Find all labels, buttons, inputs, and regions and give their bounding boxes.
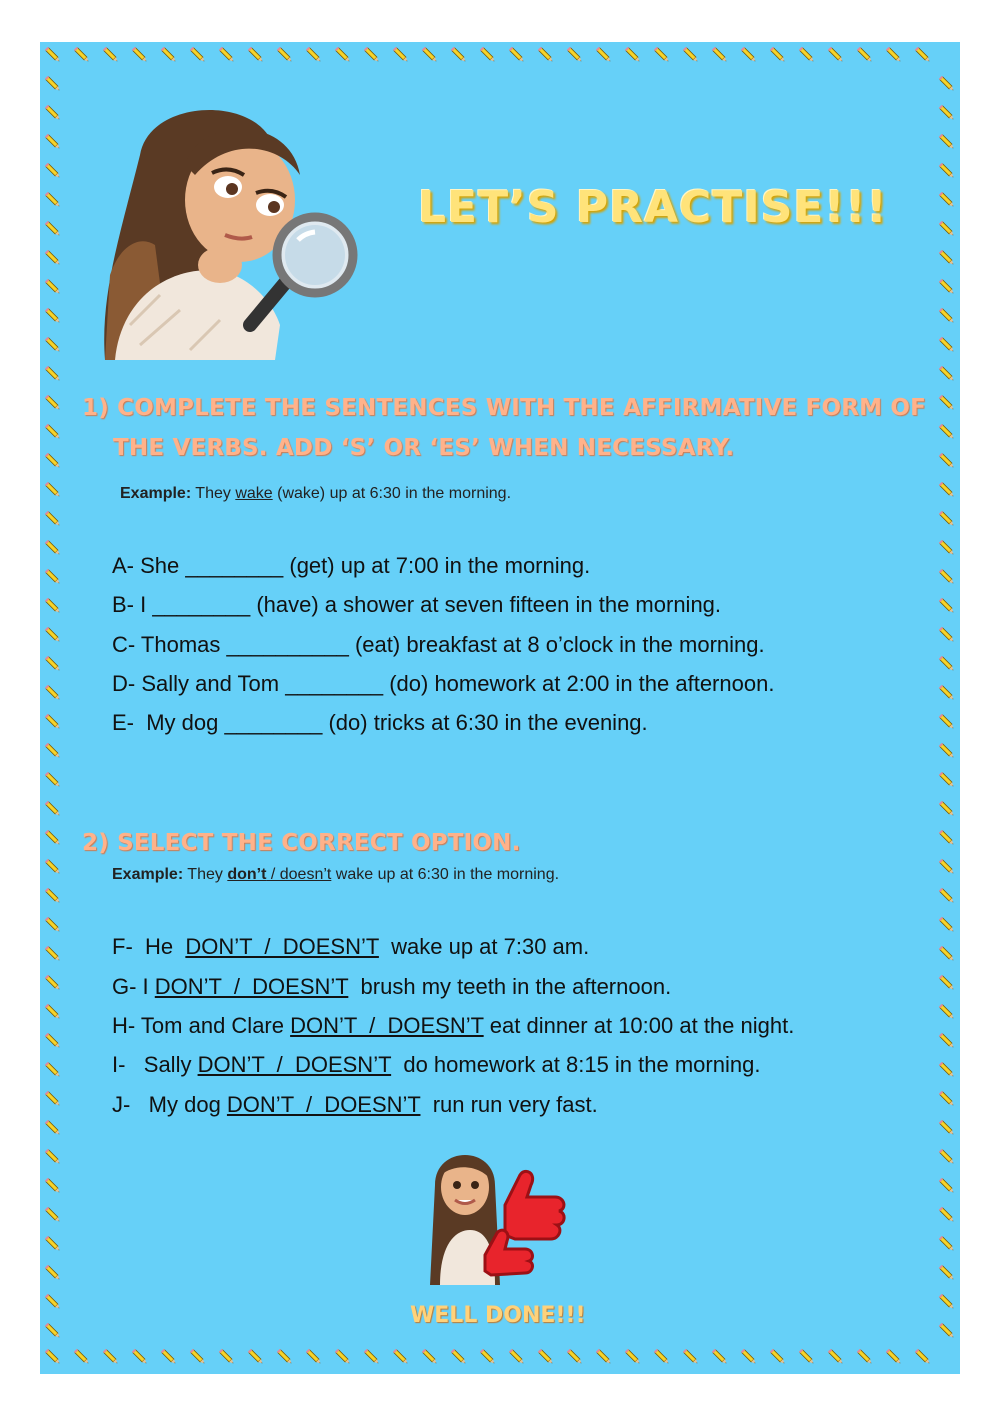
- pencil-icon: [936, 856, 958, 878]
- pencil-icon: [42, 305, 64, 327]
- pencil-icon: [936, 363, 958, 385]
- pencil-icon: [42, 682, 64, 704]
- girl-with-magnifier-illustration: [100, 95, 360, 360]
- pencil-icon: [42, 479, 64, 501]
- pencil-icon: [936, 798, 958, 820]
- question-j: [112, 1092, 598, 1118]
- pencil-icon: [936, 1233, 958, 1255]
- well-done-text: WELL DONE!!!: [410, 1303, 586, 1328]
- pencil-icon: [42, 450, 64, 472]
- pencil-icon: [42, 276, 64, 298]
- pencil-icon: [936, 1088, 958, 1110]
- pencil-icon: [361, 1346, 383, 1368]
- pencil-icon: [42, 44, 64, 66]
- pencil-icon: [796, 44, 818, 66]
- pencil-icon: [42, 247, 64, 269]
- question-prefix: H- Tom and Clare: [112, 1013, 291, 1038]
- pencil-icon: [825, 44, 847, 66]
- pencil-icon: [390, 44, 412, 66]
- pencil-icon: [936, 102, 958, 124]
- pencil-icon: [936, 1262, 958, 1284]
- pencil-icon: [936, 334, 958, 356]
- pencil-icon: [42, 769, 64, 791]
- pencil-icon: [303, 1346, 325, 1368]
- pencil-icon: [42, 653, 64, 675]
- pencil-icon: [796, 1346, 818, 1368]
- pencil-icon: [42, 972, 64, 994]
- pencil-icon: [535, 1346, 557, 1368]
- pencil-icon: [42, 624, 64, 646]
- pencil-icon: [42, 1262, 64, 1284]
- question-prefix: I- Sally: [112, 1052, 198, 1077]
- pencil-icon: [42, 1204, 64, 1226]
- pencil-icon: [680, 44, 702, 66]
- sentence-b: B- I ________ (have) a shower at seven fifteen in the morning.: [112, 592, 722, 617]
- pencil-icon: [100, 1346, 122, 1368]
- example-answer: wake: [235, 485, 273, 502]
- pencil-icon: [936, 1204, 958, 1226]
- question-h: [112, 1013, 794, 1039]
- pencil-icon: [274, 1346, 296, 1368]
- pencil-icon: [129, 44, 151, 66]
- pencil-icon: [245, 44, 267, 66]
- pencil-icon: [912, 44, 934, 66]
- pencil-icon: [245, 1346, 267, 1368]
- pencil-icon: [42, 334, 64, 356]
- example-text-post: wake up at 6:30 in the morning.: [331, 866, 560, 883]
- section1-heading-line1: 1) COMPLETE THE SENTENCES WITH THE AFFIRMATIVE FORM OF: [82, 395, 927, 421]
- pencil-icon: [42, 102, 64, 124]
- pencil-icon: [42, 1291, 64, 1313]
- pencil-icon: [767, 44, 789, 66]
- pencil-icon: [42, 1146, 64, 1168]
- question-prefix: G- I: [112, 974, 155, 999]
- pencil-icon: [158, 44, 180, 66]
- pencil-icon: [936, 1146, 958, 1168]
- pencil-icon: [936, 653, 958, 675]
- pencil-icon: [936, 885, 958, 907]
- pencil-icon: [936, 595, 958, 617]
- sentence-c: C- Thomas __________ (eat) breakfast at 8 o’clock in the morning.: [112, 632, 765, 657]
- pencil-icon: [936, 160, 958, 182]
- pencil-icon: [332, 44, 354, 66]
- pencil-icon: [42, 566, 64, 588]
- pencil-icon: [535, 44, 557, 66]
- pencil-icon: [390, 1346, 412, 1368]
- pencil-icon: [936, 566, 958, 588]
- question-suffix: eat dinner at 10:00 at the night.: [483, 1013, 795, 1038]
- example-alternative: / doesn’t: [266, 866, 332, 883]
- pencil-icon: [42, 740, 64, 762]
- pencil-icon: [42, 1117, 64, 1139]
- pencil-icon: [42, 1001, 64, 1023]
- pencil-icon: [738, 1346, 760, 1368]
- pencil-icon: [42, 1320, 64, 1342]
- pencil-icon: [936, 1291, 958, 1313]
- pencil-icon: [42, 508, 64, 530]
- pencil-icon: [936, 711, 958, 733]
- pencil-icon: [936, 972, 958, 994]
- option-selector[interactable]: DON’T / DOESN’T: [290, 1013, 484, 1038]
- pencil-icon: [42, 1088, 64, 1110]
- question-prefix: J- My dog: [112, 1092, 227, 1117]
- pencil-icon: [42, 914, 64, 936]
- option-selector[interactable]: DON’T / DOESN’T: [197, 1052, 392, 1077]
- question-suffix: brush my teeth in the afternoon.: [348, 974, 672, 999]
- girl-thumbs-up-illustration: [425, 1145, 575, 1290]
- pencil-icon: [883, 44, 905, 66]
- example-text-pre: They: [183, 866, 228, 883]
- pencil-icon: [129, 1346, 151, 1368]
- pencil-icon: [419, 1346, 441, 1368]
- pencil-icon: [303, 44, 325, 66]
- pencil-icon: [936, 247, 958, 269]
- pencil-icon: [361, 44, 383, 66]
- pencil-icon: [936, 914, 958, 936]
- pencil-icon: [936, 1001, 958, 1023]
- pencil-icon: [936, 450, 958, 472]
- section2-example: [112, 866, 559, 884]
- pencil-icon: [622, 44, 644, 66]
- pencil-icon: [42, 885, 64, 907]
- pencil-icon: [936, 740, 958, 762]
- pencil-icon: [42, 73, 64, 95]
- pencil-icon: [564, 1346, 586, 1368]
- pencil-icon: [680, 1346, 702, 1368]
- pencil-icon: [738, 44, 760, 66]
- question-suffix: do homework at 8:15 in the morning.: [391, 1052, 761, 1077]
- question-prefix: F- He: [112, 934, 186, 959]
- pencil-icon: [936, 537, 958, 559]
- pencil-icon: [936, 1059, 958, 1081]
- pencil-icon: [187, 1346, 209, 1368]
- pencil-icon: [477, 44, 499, 66]
- pencil-icon: [71, 1346, 93, 1368]
- pencil-icon: [100, 44, 122, 66]
- pencil-icon: [651, 44, 673, 66]
- pencil-icon: [71, 44, 93, 66]
- example-text-pre: They: [191, 485, 236, 502]
- example-answer: don’t: [227, 866, 267, 883]
- pencil-icon: [216, 1346, 238, 1368]
- pencil-icon: [42, 218, 64, 240]
- pencil-icon: [912, 1346, 934, 1368]
- pencil-icon: [42, 363, 64, 385]
- pencil-icon: [936, 479, 958, 501]
- pencil-icon: [506, 1346, 528, 1368]
- example-label: Example:: [120, 485, 192, 502]
- pencil-icon: [767, 1346, 789, 1368]
- pencil-icon: [332, 1346, 354, 1368]
- pencil-icon: [936, 1320, 958, 1342]
- pencil-icon: [825, 1346, 847, 1368]
- pencil-icon: [936, 131, 958, 153]
- sentence-d: D- Sally and Tom ________ (do) homework at 2:00 in the afternoon.: [112, 671, 775, 696]
- pencil-icon: [42, 189, 64, 211]
- pencil-icon: [42, 421, 64, 443]
- question-f: [112, 934, 589, 960]
- pencil-icon: [158, 1346, 180, 1368]
- section1-heading: [82, 388, 926, 468]
- pencil-icon: [42, 1233, 64, 1255]
- pencil-icon: [42, 131, 64, 153]
- section2-heading: 2) SELECT THE CORRECT OPTION.: [82, 830, 521, 856]
- pencil-icon: [42, 827, 64, 849]
- question-suffix: wake up at 7:30 am.: [378, 934, 590, 959]
- pencil-icon: [854, 44, 876, 66]
- pencil-icon: [419, 44, 441, 66]
- pencil-icon: [42, 856, 64, 878]
- question-suffix: run run very fast.: [420, 1092, 598, 1117]
- section1-example: [120, 485, 511, 503]
- pencil-icon: [709, 44, 731, 66]
- pencil-icon: [274, 44, 296, 66]
- pencil-icon: [936, 276, 958, 298]
- pencil-icon: [936, 1117, 958, 1139]
- pencil-icon: [42, 943, 64, 965]
- pencil-icon: [42, 160, 64, 182]
- pencil-icon: [936, 624, 958, 646]
- pencil-icon: [593, 44, 615, 66]
- pencil-icon: [936, 73, 958, 95]
- pencil-icon: [42, 1175, 64, 1197]
- pencil-icon: [42, 1059, 64, 1081]
- sentence-e: E- My dog ________ (do) tricks at 6:30 in the evening.: [112, 710, 648, 735]
- pencil-icon: [936, 189, 958, 211]
- pencil-icon: [936, 682, 958, 704]
- option-selector[interactable]: DON’T / DOESN’T: [185, 934, 379, 959]
- pencil-icon: [216, 44, 238, 66]
- question-g: [112, 974, 671, 1000]
- question-i: [112, 1052, 760, 1078]
- page-title: LET’S PRACTISE!!!: [418, 182, 888, 233]
- pencil-icon: [448, 44, 470, 66]
- pencil-icon: [564, 44, 586, 66]
- pencil-icon: [709, 1346, 731, 1368]
- pencil-icon: [936, 508, 958, 530]
- example-text-post: (wake) up at 6:30 in the morning.: [272, 485, 512, 502]
- pencil-icon: [936, 943, 958, 965]
- pencil-icon: [42, 537, 64, 559]
- pencil-icon: [936, 392, 958, 414]
- sentence-a: A- She ________ (get) up at 7:00 in the morning.: [112, 553, 591, 578]
- pencil-icon: [651, 1346, 673, 1368]
- pencil-icon: [42, 798, 64, 820]
- pencil-icon: [42, 392, 64, 414]
- pencil-icon: [42, 711, 64, 733]
- pencil-icon: [42, 1346, 64, 1368]
- pencil-icon: [448, 1346, 470, 1368]
- pencil-icon: [936, 1030, 958, 1052]
- pencil-icon: [42, 1030, 64, 1052]
- pencil-icon: [936, 827, 958, 849]
- example-label: Example:: [112, 866, 184, 883]
- pencil-icon: [42, 595, 64, 617]
- option-selector[interactable]: DON’T / DOESN’T: [226, 1092, 421, 1117]
- option-selector[interactable]: DON’T / DOESN’T: [154, 974, 349, 999]
- pencil-icon: [622, 1346, 644, 1368]
- pencil-icon: [477, 1346, 499, 1368]
- pencil-icon: [593, 1346, 615, 1368]
- pencil-icon: [936, 305, 958, 327]
- section1-heading-line2: THE VERBS. ADD ‘S’ OR ‘ES’ WHEN NECESSARY.: [113, 435, 735, 461]
- pencil-icon: [936, 218, 958, 240]
- pencil-icon: [883, 1346, 905, 1368]
- pencil-icon: [506, 44, 528, 66]
- pencil-icon: [936, 1175, 958, 1197]
- pencil-icon: [936, 769, 958, 791]
- pencil-icon: [936, 421, 958, 443]
- pencil-icon: [854, 1346, 876, 1368]
- pencil-icon: [187, 44, 209, 66]
